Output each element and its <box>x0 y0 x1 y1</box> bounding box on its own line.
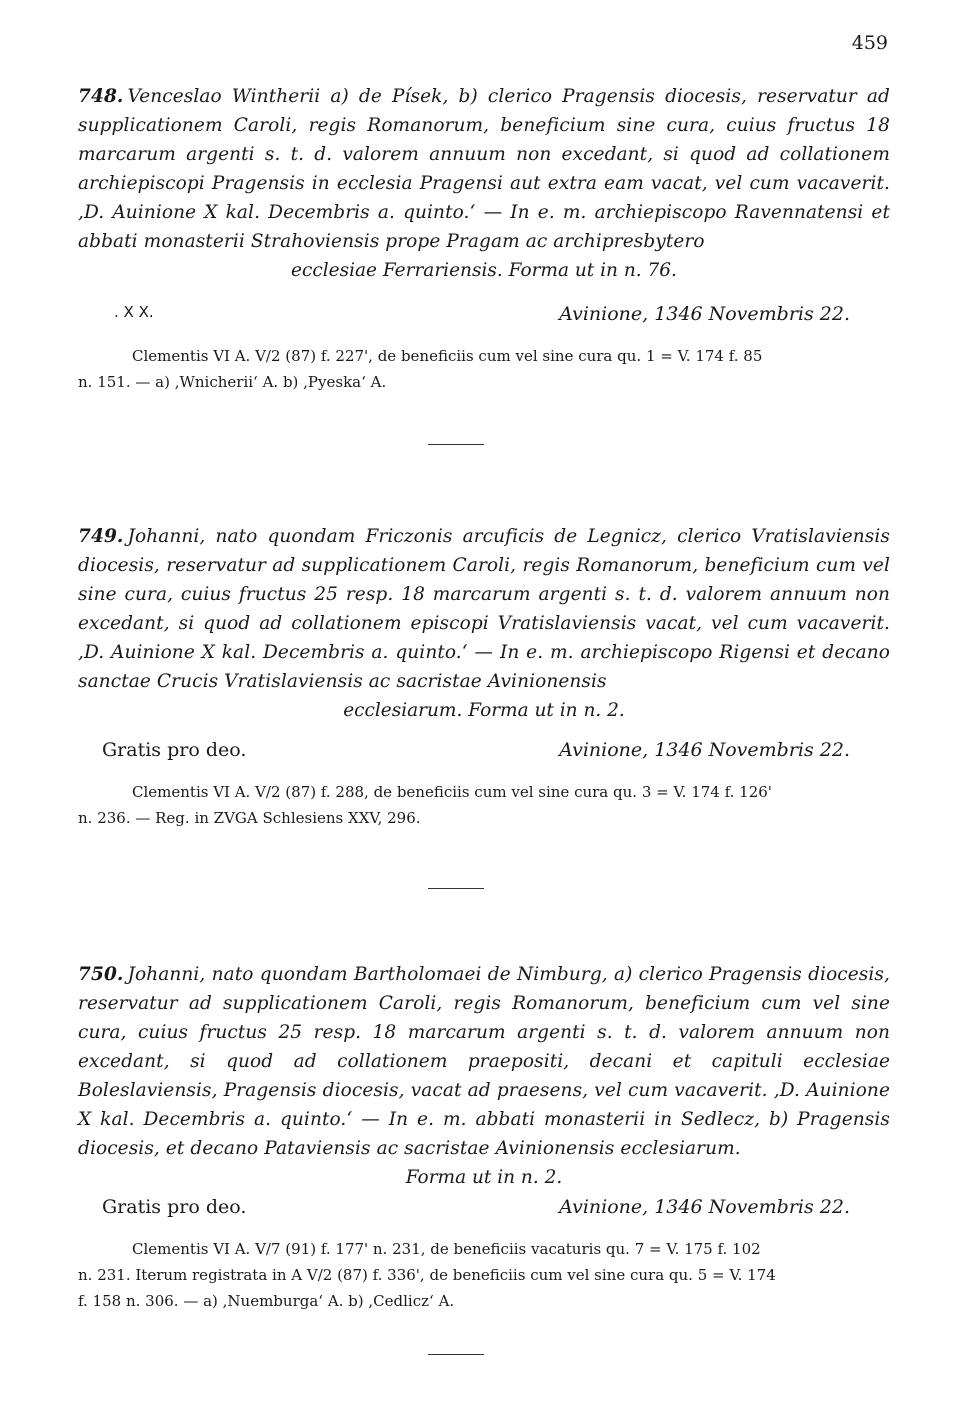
footnote-line: n. 231. Iterum registrata in A V/2 (87) f. 336', de beneficiis cum vel sine cura qu. 5 = V. 174 <box>78 1266 776 1284</box>
entry-748 <box>78 82 890 395</box>
entry-center-line: Forma ut in n. 2. <box>405 1167 563 1188</box>
entry-body: Johanni, nato quondam Bartholomaei de Nimburg, a) clerico Pragensis diocesis, reservatur ad supplicationem Caroli, regis Romanorum, beneficium cum vel sine cura, cuius fructus 25 resp. 18 marcarum argenti s. t. d. valorem annuum non excedant, si quod ad collationem praepositi, decani et capituli ecclesiae Boleslaviensis, Pragensis diocesis, vacat ad praesens, vel cum vacaverit. ,D. Auinione X kal. Decembris a. quinto.‘ — In e. m. abbati monasterii in Sedlecz, b) Pragensis diocesis, et decano Pataviensis ac sacristae Avinionensis ecclesiarum. <box>78 964 890 1159</box>
entry-date: Avinione, 1346 Novembris 22. <box>559 1196 850 1218</box>
footnote-line: n. 151. — a) ,Wnicherii‘ A. b) ,Pyeska‘ A. <box>78 373 387 391</box>
dateline <box>78 303 890 333</box>
entry-number: 748. <box>78 86 124 107</box>
footnote-block <box>78 1236 890 1314</box>
footnote-line: Clementis VI A. V/2 (87) f. 227', de beneficiis cum vel sine cura qu. 1 = V. 174 f. 85 <box>132 347 763 365</box>
entry-date: Avinione, 1346 Novembris 22. <box>559 739 850 761</box>
section-divider <box>428 1354 484 1355</box>
gratis-note: Gratis pro deo. <box>102 739 247 761</box>
footnote-line: n. 236. — Reg. in ZVGA Schlesiens XXV, 296. <box>78 809 421 827</box>
entry-center-line: ecclesiae Ferrariensis. Forma ut in n. 76. <box>291 260 677 281</box>
dateline <box>78 1196 890 1226</box>
footnote-line: Clementis VI A. V/2 (87) f. 288, de beneficiis cum vel sine cura qu. 3 = V. 174 f. 126' <box>132 783 772 801</box>
entry-text <box>78 82 890 256</box>
section-divider <box>428 444 484 445</box>
dateline <box>78 739 890 769</box>
gratis-note: Gratis pro deo. <box>102 1196 247 1218</box>
footnote-block <box>78 779 890 831</box>
footnote-line: Clementis VI A. V/7 (91) f. 177' n. 231, de beneficiis vacaturis qu. 7 = V. 175 f. 102 <box>132 1240 761 1258</box>
entry-date: Avinione, 1346 Novembris 22. <box>559 303 850 325</box>
footnote-block <box>78 343 890 395</box>
entry-number: 750. <box>78 964 124 985</box>
entry-center-line: ecclesiarum. Forma ut in n. 2. <box>343 700 625 721</box>
entry-body: Venceslao Wintherii a) de Písek, b) clerico Pragensis diocesis, reservatur ad supplicationem Caroli, regis Romanorum, beneficium sine cura, cuius fructus 18 marcarum argenti s. t. d. valorem annuum non excedant, si quod ad collationem archiepiscopi Pragensis in ecclesia Pragensi aut extra eam vacat, vel cum vacaverit. ,D. Auinione X kal. Decembris a. quinto.‘ — In e. m. archiepiscopo Ravennatensi et abbati monasterii Strahoviensis prope Pragam ac archipresbytero <box>78 86 890 252</box>
entry-body: Johanni, nato quondam Friczonis arcuficis de Legnicz, clerico Vratislaviensis diocesis, reservatur ad supplicationem Caroli, regis Romanorum, beneficium cum vel sine cura, cuius fructus 25 resp. 18 marcarum argenti s. t. d. valorem annuum non excedant, si quod ad collationem episcopi Vratislaviensis vacat, vel cum vacaverit. ,D. Auinione X kal. Decembris a. quinto.‘ — In e. m. archiepiscopo Rigensi et decano sanctae Crucis Vratislaviensis ac sacristae Avinionensis <box>78 526 890 692</box>
footnote-line: f. 158 n. 306. — a) ,Nuemburga‘ A. b) ,Cedlicz‘ A. <box>78 1292 455 1310</box>
entry-750 <box>78 960 890 1314</box>
page-number: 459 <box>851 32 888 54</box>
entry-text <box>78 522 890 696</box>
marginal-marks: . X X. <box>114 303 154 321</box>
entry-number: 749. <box>78 526 124 547</box>
entry-text <box>78 960 890 1163</box>
entry-749 <box>78 522 890 831</box>
section-divider <box>428 888 484 889</box>
